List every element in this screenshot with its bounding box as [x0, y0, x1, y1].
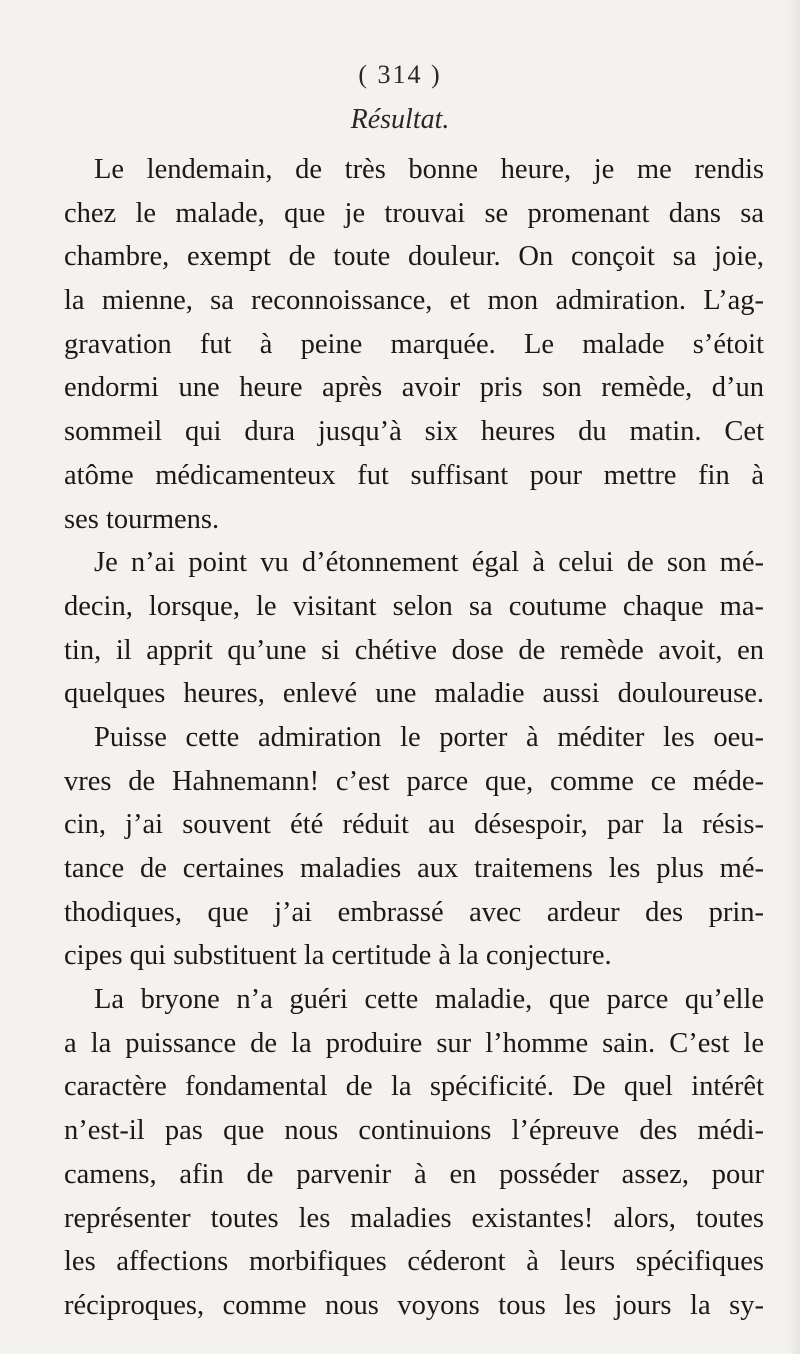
text-line: caractère fondamental de la spécificité. De quel intérêt: [64, 1071, 764, 1103]
text-line: vres de Hahnemann! c’est parce que, comme ce méde-: [64, 765, 764, 797]
text-line: Puisse cette admiration le porter à méditer les oeu-: [94, 721, 764, 753]
text-line: Le lendemain, de très bonne heure, je me rendis: [94, 154, 764, 185]
text-line: représenter toutes les maladies existantes! alors, toutes: [64, 1202, 764, 1234]
paragraph-2: [64, 541, 764, 716]
text-line: n’est-il pas que nous continuions l’épreuve des médi-: [64, 1115, 764, 1147]
text-line: les affections morbifiques céderont à leurs spécifiques: [64, 1246, 764, 1278]
paragraph-3: [64, 716, 764, 978]
text-line: chambre, exempt de toute douleur. On conçoit sa joie,: [64, 241, 764, 273]
paragraph-1: [64, 148, 764, 541]
text-line: endormi une heure après avoir pris son remède, d’un: [64, 372, 764, 404]
text-line: Je n’ai point vu d’étonnement égal à celui de son mé-: [94, 547, 764, 579]
text-line: La bryone n’a guéri cette maladie, que parce qu’elle: [94, 984, 764, 1016]
text-line: tance de certaines maladies aux traitemens les plus mé-: [64, 853, 764, 884]
text-line: sommeil qui dura jusqu’à six heures du matin. Cet: [64, 416, 764, 448]
text-line: la mienne, sa reconnoissance, et mon admiration. L’ag-: [64, 285, 764, 317]
text-line: quelques heures, enlevé une maladie aussi douloureuse.: [64, 678, 764, 710]
text-line: atôme médicamenteux fut suffisant pour mettre fin à: [64, 459, 764, 491]
text-line: tin, il apprit qu’une si chétive dose de remède avoit, en: [64, 634, 764, 666]
text-line: camens, afin de parvenir à en posséder assez, pour: [64, 1158, 764, 1190]
text-line: chez le malade, que je trouvai se promenant dans sa: [64, 197, 764, 229]
text-line: réciproques, comme nous voyons tous les jours la sy-: [64, 1289, 764, 1321]
paragraph-4: [64, 978, 764, 1328]
text-line: decin, lorsque, le visitant selon sa coutume chaque ma-: [64, 590, 764, 622]
text-line: gravation fut à peine marquée. Le malade s’étoit: [64, 328, 764, 360]
section-title: Résultat.: [350, 104, 450, 135]
text-line: thodiques, que j’ai embrassé avec ardeur des prin-: [64, 896, 764, 928]
body-text: [64, 148, 764, 1328]
text-line: cin, j’ai souvent été réduit au désespoir, par la résis-: [64, 809, 764, 841]
text-line: a la puissance de la produire sur l’homme sain. C’est le: [64, 1027, 764, 1059]
page-edge-shadow: [786, 0, 800, 1354]
page-number: ( 314 ): [358, 60, 442, 89]
text-line: ses tourmens.: [64, 503, 220, 535]
text-line: cipes qui substituent la certitude à la conjecture.: [64, 940, 612, 972]
